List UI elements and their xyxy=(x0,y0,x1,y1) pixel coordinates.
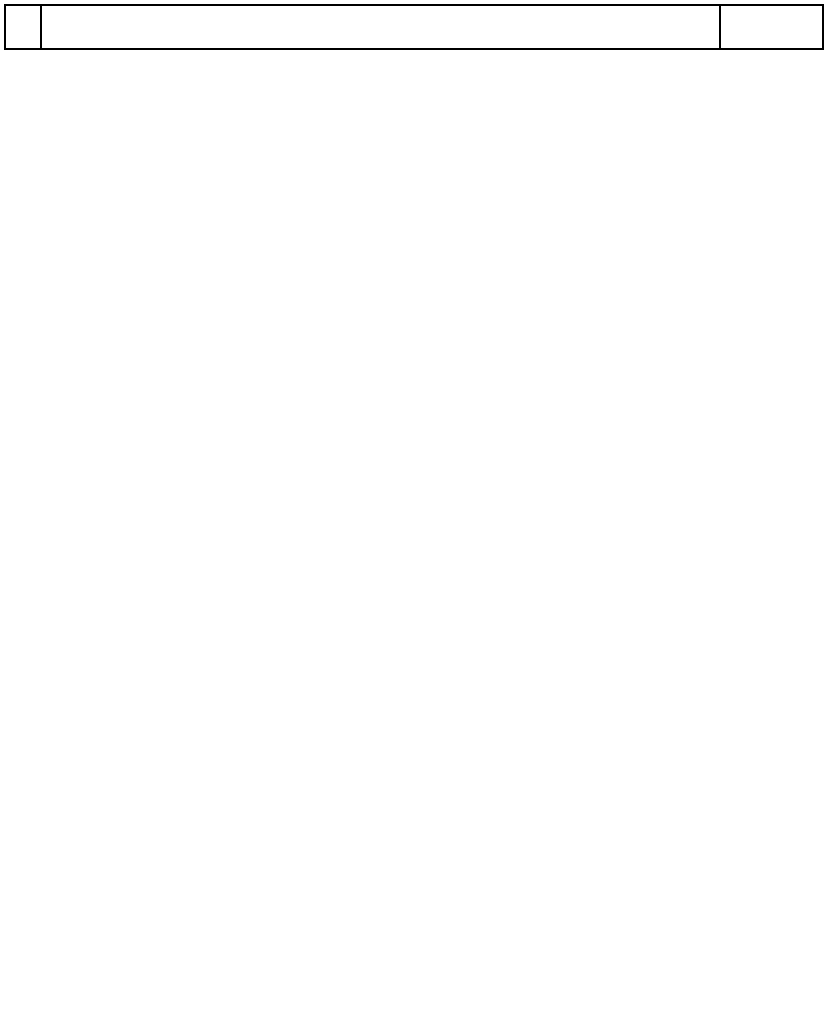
header-row xyxy=(5,5,823,49)
header-district xyxy=(41,5,720,49)
fishing-districts-table xyxy=(4,4,824,50)
header-result xyxy=(720,5,823,49)
table-header xyxy=(5,5,823,49)
header-lp xyxy=(5,5,41,49)
